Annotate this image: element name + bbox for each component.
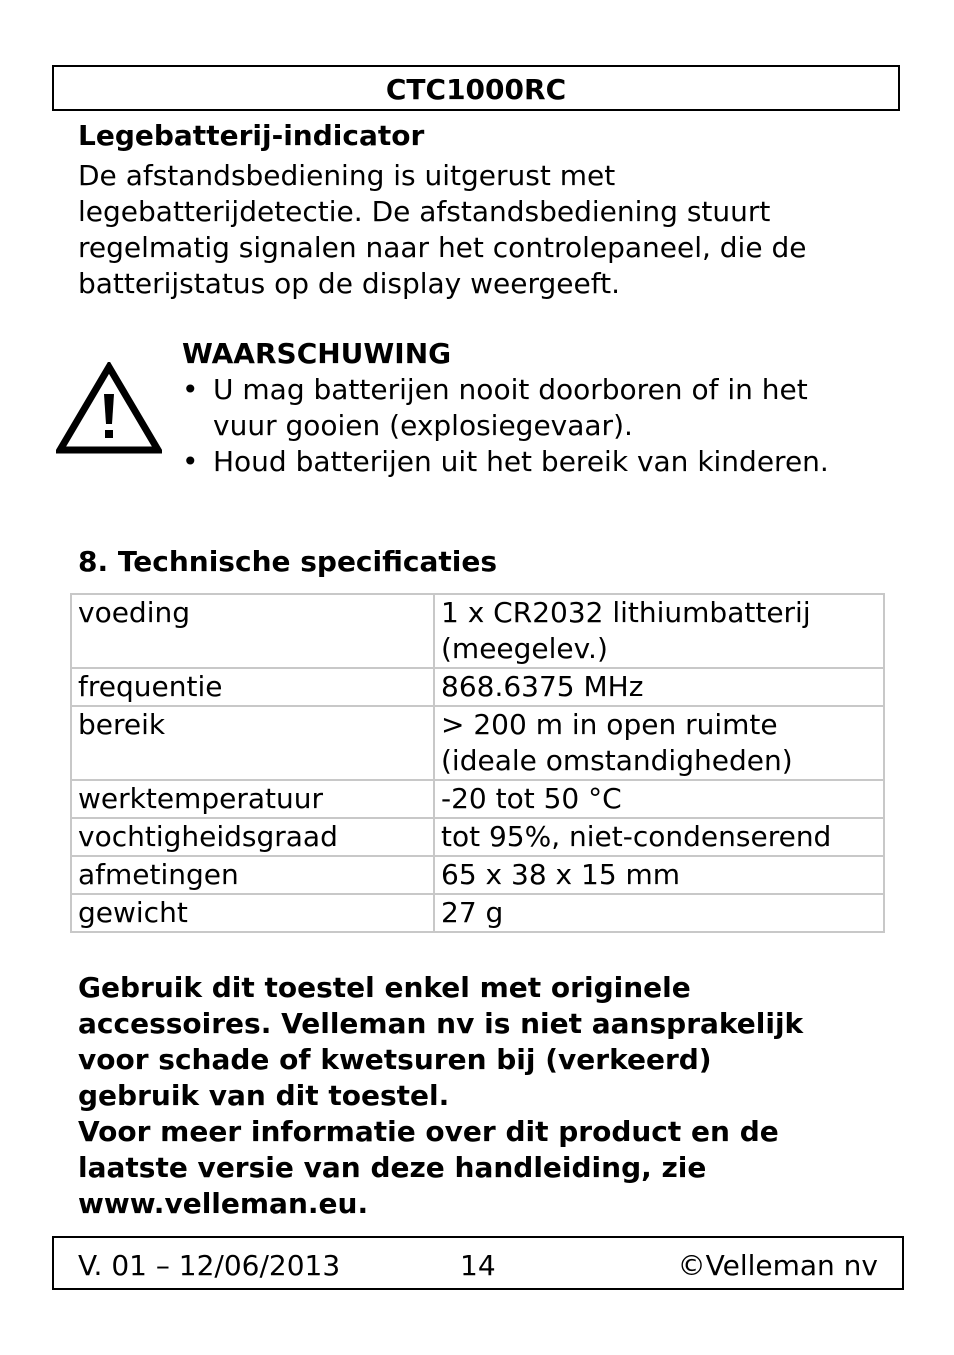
spec-key: vochtigheidsgraad [71, 818, 434, 856]
disclaimer-line: accessoires. Velleman nv is niet aansprakelijk [78, 1007, 804, 1040]
spec-key: gewicht [71, 894, 434, 932]
spec-value-line: 65 x 38 x 15 mm [441, 858, 681, 891]
spec-value-line: tot 95%, niet-condenserend [441, 820, 832, 853]
spec-value-line: -20 tot 50 °C [441, 782, 622, 815]
table-row [71, 856, 884, 894]
website-link: www.velleman.eu. [78, 1187, 369, 1220]
spec-value-line: 27 g [441, 896, 504, 929]
spec-value [434, 818, 884, 856]
model-title: CTC1000RC [385, 73, 567, 106]
header-model-box [52, 65, 900, 111]
spec-value-line: (ideale omstandigheden) [441, 744, 793, 777]
disclaimer-line: Gebruik dit toestel enkel met originele [78, 971, 691, 1004]
paragraph-line: regelmatig signalen naar het controlepaneel, die de [78, 231, 807, 264]
warning-list [182, 372, 902, 480]
battery-indicator-paragraph [78, 158, 878, 302]
warning-item [182, 444, 902, 480]
table-row [71, 780, 884, 818]
warning-item-line: vuur gooien (explosiegevaar). [213, 409, 633, 442]
table-row [71, 594, 884, 668]
spec-key: voeding [71, 594, 434, 668]
table-row [71, 894, 884, 932]
battery-indicator-heading: Legebatterij-indicator [78, 119, 425, 152]
spec-value [434, 706, 884, 780]
disclaimer-block [78, 970, 878, 1222]
warning-triangle-icon [56, 362, 162, 454]
spec-value-line: 1 x CR2032 lithiumbatterij [441, 596, 811, 629]
warning-title: WAARSCHUWING [182, 337, 452, 370]
spec-value-line: > 200 m in open ruimte [441, 708, 778, 741]
spec-value [434, 594, 884, 668]
spec-value-line: (meegelev.) [441, 632, 608, 665]
bullet-marker: • [182, 445, 199, 478]
disclaimer-line: Voor meer informatie over dit product en de [78, 1115, 779, 1148]
spec-value-line: 868.6375 MHz [441, 670, 644, 703]
footer-page-number: 14 [460, 1249, 496, 1282]
specs-table [70, 593, 885, 933]
spec-value [434, 668, 884, 706]
disclaimer-line: gebruik van dit toestel. [78, 1079, 450, 1112]
spec-value [434, 780, 884, 818]
disclaimer-line: voor schade of kwetsuren bij (verkeerd) [78, 1043, 712, 1076]
spec-value [434, 856, 884, 894]
spec-key: werktemperatuur [71, 780, 434, 818]
page-footer [52, 1236, 904, 1290]
footer-copyright: ©Velleman nv [677, 1249, 878, 1282]
paragraph-line: legebatterijdetectie. De afstandsbediening stuurt [78, 195, 771, 228]
specs-heading: 8. Technische specificaties [78, 545, 498, 578]
warning-item [182, 372, 902, 444]
spec-key: bereik [71, 706, 434, 780]
warning-item-line: Houd batterijen uit het bereik van kinderen. [213, 445, 829, 478]
table-row [71, 668, 884, 706]
disclaimer-line: laatste versie van deze handleiding, zie [78, 1151, 707, 1184]
footer-version: V. 01 – 12/06/2013 [78, 1249, 341, 1282]
bullet-marker: • [182, 373, 199, 406]
warning-item-line: U mag batterijen nooit doorboren of in het [213, 373, 808, 406]
table-row [71, 818, 884, 856]
paragraph-line: batterijstatus op de display weergeeft. [78, 267, 620, 300]
paragraph-line: De afstandsbediening is uitgerust met [78, 159, 616, 192]
spec-key: afmetingen [71, 856, 434, 894]
table-row [71, 706, 884, 780]
spec-value [434, 894, 884, 932]
spec-key: frequentie [71, 668, 434, 706]
